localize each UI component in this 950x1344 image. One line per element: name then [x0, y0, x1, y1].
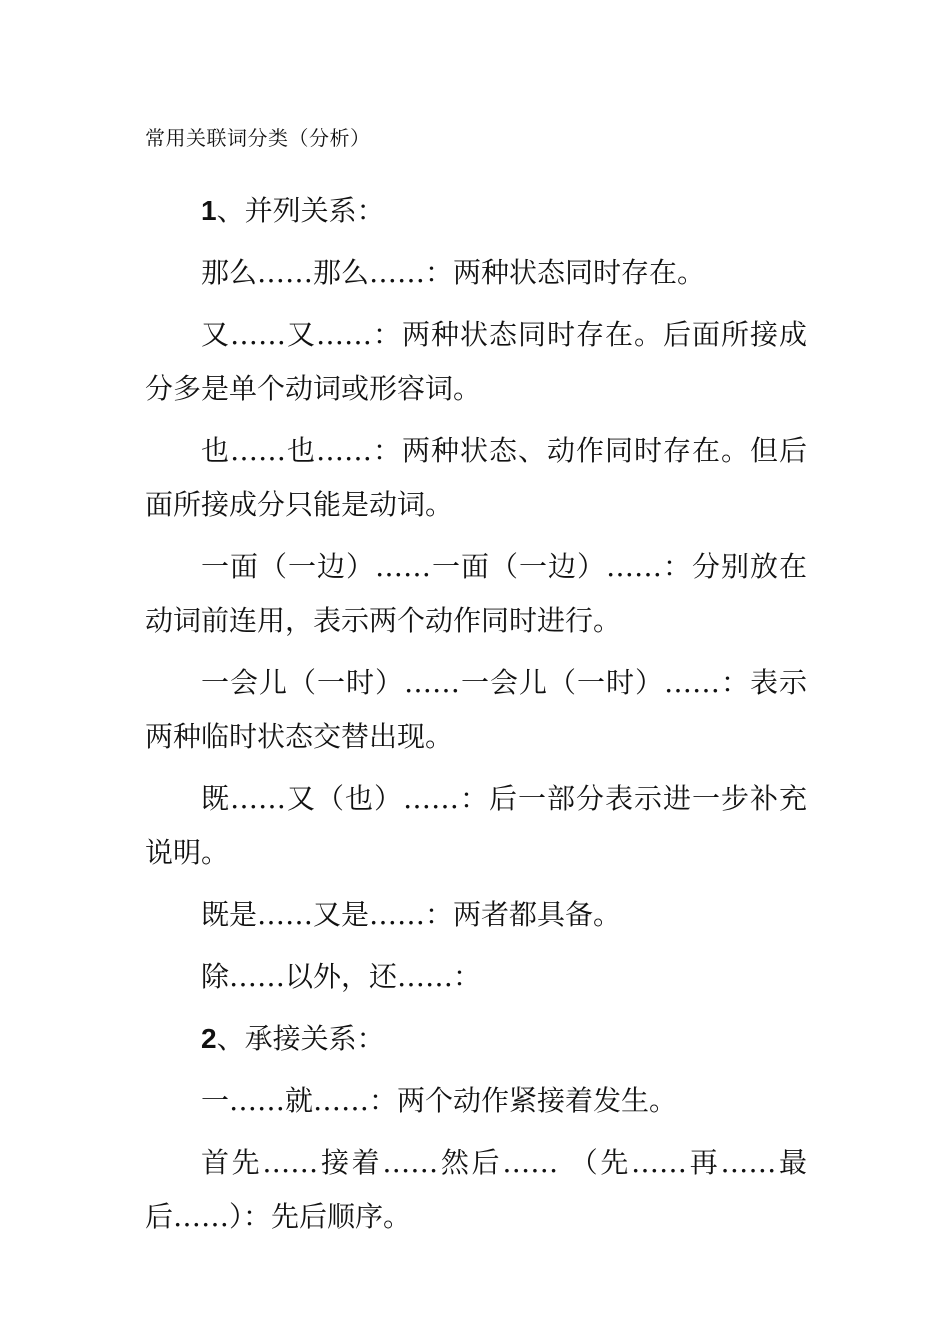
section-heading-text: 、并列关系： [216, 194, 385, 227]
paragraph: 一面（一边）……一面（一边）……：分别放在动词前连用，表示两个动作同时进行。 [145, 550, 807, 637]
paragraph: 既是……又是……：两者都具备。 [201, 898, 622, 931]
paragraph: 又……又……：两种状态同时存在。后面所接成分多是单个动词或形容词。 [145, 318, 807, 405]
section-heading-sequential [145, 1012, 807, 1066]
paragraph: 那么……那么……：两种状态同时存在。 [201, 256, 706, 289]
paragraph: 一会儿（一时）……一会儿（一时）……：表示两种临时状态交替出现。 [145, 666, 807, 753]
section-heading-text: 、承接关系： [216, 1022, 385, 1055]
paragraph: 也……也……：两种状态、动作同时存在。但后面所接成分只能是动词。 [145, 434, 807, 521]
section-number: 1 [201, 195, 217, 226]
paragraph: 既……又（也）……：后一部分表示进一步补充说明。 [145, 782, 807, 869]
document-body [145, 184, 807, 1252]
paragraph: 除……以外，还……： [201, 960, 482, 993]
section-heading-parallel [145, 184, 807, 238]
paragraph: 一……就……：两个动作紧接着发生。 [201, 1084, 678, 1117]
document-title: 常用关联词分类（分析） [145, 126, 371, 150]
section-number: 2 [201, 1023, 217, 1054]
paragraph: 首先……接着……然后…… （先……再……最后……）：先后顺序。 [145, 1146, 807, 1233]
